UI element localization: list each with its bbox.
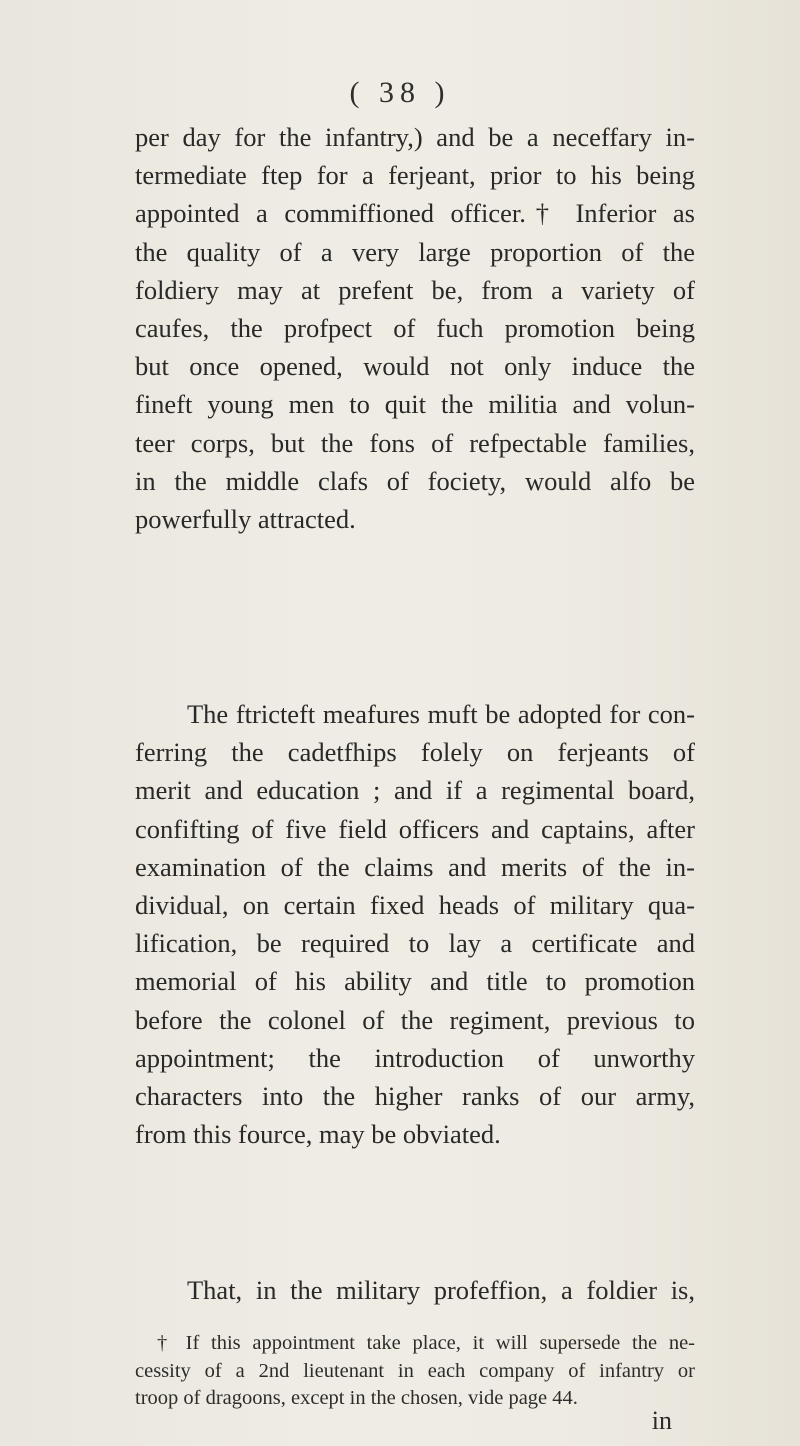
text-line: teer corps, but the fons of refpectable families, <box>135 427 695 458</box>
footnote-line: cessity of a 2nd lieutenant in each company of infantry or <box>135 1359 695 1382</box>
text-line: termediate ftep for a ferjeant, prior to his being <box>135 160 695 191</box>
text-line: per day for the infantry,) and be a neceffary in- <box>135 122 695 152</box>
text-line: examination of the claims and merits of the in- <box>135 851 695 882</box>
page-number-header: ( 38 ) <box>349 76 451 109</box>
footnote-line: troop of dragoons, except in the chosen, vide page 44. <box>135 1387 578 1409</box>
footnote-line: † If this appointment take place, it will supersede the ne- <box>157 1332 695 1354</box>
text-line: appointed a commiffioned officer.† Inferior as <box>135 198 695 229</box>
paragraph-1 <box>135 118 695 538</box>
text-line: in the middle clafs of fociety, would alfo be <box>135 465 695 496</box>
text-line: The ftricteft meafures muft be adopted for con- <box>187 699 695 729</box>
paragraph-2 <box>135 695 695 1153</box>
text-line: characters into the higher ranks of our army, <box>135 1080 695 1111</box>
paragraph-3 <box>135 1271 695 1309</box>
text-line: confifting of five field officers and captains, after <box>135 813 695 844</box>
text-line: before the colonel of the regiment, previous to <box>135 1004 695 1035</box>
text-line: ferring the cadetfhips folely on ferjeants of <box>135 737 695 768</box>
catchword: in <box>651 1406 672 1435</box>
footnote <box>135 1330 695 1413</box>
text-line: That, in the military profeffion, a foldier is, <box>187 1275 695 1305</box>
text-line: powerfully attracted. <box>135 503 356 534</box>
text-line: appointment; the introduction of unworthy <box>135 1042 695 1073</box>
text-line: foldiery may at prefent be, from a variety of <box>135 274 695 305</box>
text-line: merit and education ; and if a regimental board, <box>135 775 695 806</box>
text-line: fineft young men to quit the militia and volun- <box>135 389 695 420</box>
text-line: caufes, the profpect of fuch promotion being <box>135 312 695 343</box>
text-line: dividual, on certain fixed heads of military qua- <box>135 889 695 920</box>
text-line: lification, be required to lay a certificate and <box>135 928 695 959</box>
text-line: the quality of a very large proportion of the <box>135 236 695 267</box>
text-line: memorial of his ability and title to promotion <box>135 966 695 997</box>
text-line: from this fource, may be obviated. <box>135 1119 501 1150</box>
text-line: but once opened, would not only induce the <box>135 351 695 382</box>
